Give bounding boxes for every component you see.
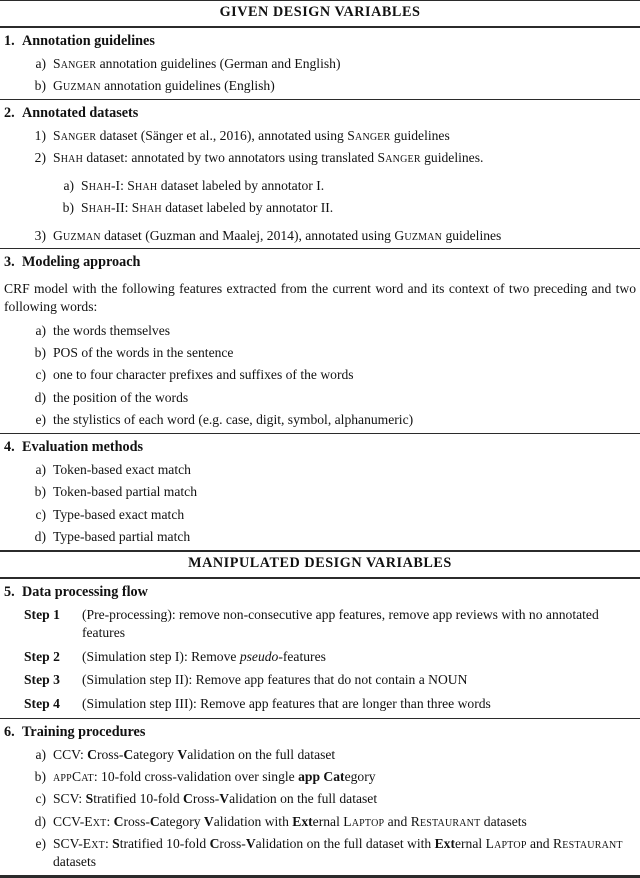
list-item — [0, 319, 640, 341]
section-number: 6. — [4, 723, 15, 740]
text-part: ross- — [96, 746, 124, 762]
process-step — [0, 692, 640, 716]
section-heading-evaluation-methods — [0, 434, 640, 458]
list-item — [0, 833, 640, 873]
list-marker: d) — [34, 813, 46, 829]
bold-initial: C — [123, 746, 134, 762]
bold-initial: V — [219, 791, 230, 807]
abbr-colon: : — [106, 813, 114, 829]
list-item-text — [53, 790, 634, 807]
list-marker: c) — [35, 367, 46, 383]
item-tail: guidelines — [390, 127, 450, 143]
list-item — [0, 364, 640, 386]
text-part: datasets — [53, 853, 97, 869]
list-item-text — [53, 813, 634, 830]
list-item-text: one to four character prefixes and suffixes of the words — [53, 367, 354, 383]
list-marker: b) — [34, 345, 46, 361]
step-text: (Simulation step III): Remove app features that are longer than three words — [82, 696, 491, 712]
bold-initial: V — [177, 746, 188, 762]
list-marker: e) — [35, 836, 46, 852]
section-number: 5. — [4, 583, 15, 600]
list-item — [0, 342, 640, 364]
list-marker: c) — [35, 506, 46, 522]
list-item-text: POS of the words in the sentence — [53, 345, 234, 361]
text-part: alidation on the full dataset with — [255, 836, 435, 852]
name-laptop: Laptop — [343, 813, 385, 829]
list-marker: b) — [34, 78, 46, 94]
name-shah: Shah — [53, 150, 84, 166]
bold-phrase: app Cat — [298, 769, 345, 785]
list-item — [0, 147, 640, 169]
section-number: 2. — [4, 104, 15, 121]
section-number: 1. — [4, 32, 15, 49]
list-item-text: the words themselves — [53, 322, 171, 338]
emphasis-pseudo: pseudo — [239, 648, 279, 664]
list-item-text — [81, 199, 634, 216]
banner-manipulated-design-variables: MANIPULATED DESIGN VARIABLES — [188, 555, 452, 572]
item-mid: dataset (Guzman and Maalej, 2014), annotated using — [100, 227, 395, 243]
list-item-text — [81, 177, 634, 194]
list-item-text: Type-based exact match — [53, 506, 185, 522]
bold-initial: C — [113, 813, 124, 829]
list-item-text — [53, 746, 634, 763]
list-item-text — [53, 77, 634, 94]
bold-initial: V — [203, 813, 214, 829]
bold-initial: S — [112, 836, 120, 852]
list-marker: a) — [35, 322, 46, 338]
text-part: ross- — [192, 791, 220, 807]
list-item — [0, 743, 640, 765]
section-number: 3. — [4, 254, 15, 271]
name-guzman: Guzman — [394, 227, 443, 243]
bold-initial: C — [87, 746, 97, 762]
item-tail: dataset labeled by annotator II. — [161, 200, 334, 216]
list-marker: b) — [34, 769, 46, 785]
text-part: tratified 10-fold — [119, 836, 210, 852]
list-item-text — [53, 768, 634, 785]
section-title: Evaluation methods — [22, 439, 144, 456]
step-label: Step 3 — [24, 672, 60, 688]
section-heading-annotation-guidelines — [0, 28, 640, 52]
abbr-colon: : — [93, 769, 102, 785]
text-part: and — [526, 836, 554, 852]
list-item — [0, 481, 640, 503]
step-text-part1: (Simulation step I): Remove — [82, 648, 240, 664]
text-part: ross- — [123, 813, 150, 829]
process-step — [0, 668, 640, 692]
list-item-text: the position of the words — [53, 389, 189, 405]
process-step — [0, 645, 640, 669]
list-item — [0, 459, 640, 481]
name-laptop: Laptop — [485, 836, 527, 852]
text-part: alidation on the full dataset — [229, 791, 378, 807]
list-item-text: the stylistics of each word (e.g. case, digit, symbol, alphanumeric) — [53, 412, 414, 428]
banner-given-design-variables: GIVEN DESIGN VARIABLES — [219, 4, 421, 20]
list-item — [0, 75, 640, 97]
list-marker: c) — [35, 791, 46, 807]
name-sanger: Sanger — [53, 127, 97, 143]
bold-initial: S — [85, 791, 94, 807]
list-item-rest: annotation guidelines (German and English) — [96, 55, 341, 71]
text-part: ernal — [312, 813, 344, 829]
section-title: Annotated datasets — [22, 104, 139, 121]
list-item — [0, 174, 640, 196]
list-marker: 2) — [34, 150, 46, 166]
bold-phrase: Ext — [434, 836, 455, 852]
list-marker: d) — [34, 529, 46, 545]
name-restaurant: Restaurant — [410, 813, 481, 829]
list-item-text — [53, 149, 634, 166]
text-part: ross- — [219, 836, 246, 852]
step-label: Step 1 — [24, 607, 60, 623]
abbr-ccv-ext-plain: CCV- — [53, 813, 85, 829]
item-tail: guidelines. — [420, 150, 484, 166]
step-text — [82, 648, 634, 666]
name-sanger: Sanger — [53, 55, 97, 71]
name-guzman: Guzman — [53, 78, 101, 94]
list-marker: 3) — [34, 227, 46, 243]
step-label: Step 2 — [24, 648, 60, 664]
abbr-scv-ext-plain: SCV- — [53, 836, 83, 852]
step-text: (Pre-processing): remove non-consecutive app features, remove app reviews with no annotated features — [82, 607, 599, 641]
list-item — [0, 409, 640, 431]
list-item-rest: annotation guidelines (English) — [100, 78, 275, 94]
text-part: and — [384, 813, 411, 829]
step-text: (Simulation step II): Remove app features that do not contain a NOUN — [82, 672, 468, 688]
list-item-text: Type-based partial match — [53, 529, 191, 545]
section-title: Training procedures — [22, 723, 146, 740]
text-part: egory — [344, 769, 376, 785]
bold-initial: V — [245, 836, 256, 852]
step-text-part2: -features — [278, 648, 326, 664]
list-item — [0, 197, 640, 219]
abbr-appcat-lead: app — [53, 769, 72, 785]
item-mid: dataset (Sänger et al., 2016), annotated using — [96, 127, 348, 143]
abbr-ext: Ext — [84, 813, 107, 829]
abbr-appcat — [53, 769, 94, 784]
text-part: ategory — [133, 746, 178, 762]
name-shah: Shah — [81, 177, 112, 193]
text-part: 10-fold cross-validation over single — [101, 769, 299, 785]
abbr-ccv: CCV: — [53, 746, 88, 762]
item-tail: guidelines — [442, 227, 502, 243]
process-step — [0, 603, 640, 644]
section-heading-modeling-approach — [0, 249, 640, 273]
name-shah: Shah — [131, 200, 162, 216]
list-marker: a) — [63, 177, 74, 193]
text-part: ategory — [159, 813, 204, 829]
list-marker: a) — [35, 55, 46, 71]
text-part: tratified 10-fold — [93, 791, 184, 807]
bold-initial: C — [183, 791, 193, 807]
section-title: Annotation guidelines — [22, 32, 155, 49]
list-marker: b) — [34, 484, 46, 500]
section-heading-data-processing-flow — [0, 579, 640, 603]
list-item-text: Token-based partial match — [53, 484, 197, 500]
abbr-appcat-tail: Cat — [71, 769, 94, 785]
list-marker: a) — [35, 462, 46, 478]
list-item-text — [53, 127, 634, 144]
text-part: datasets — [480, 813, 527, 829]
list-item — [0, 788, 640, 810]
list-item — [0, 52, 640, 74]
name-sanger: Sanger — [347, 127, 391, 143]
text-part: alidation on the full dataset — [187, 746, 336, 762]
list-item-text — [53, 227, 634, 244]
list-item — [0, 224, 640, 246]
abbr-colon: : — [104, 836, 113, 852]
section-number: 4. — [4, 439, 15, 456]
modeling-approach-paragraph: CRF model with the following features extracted from the current word and its context of two preceding and two following words: — [4, 280, 636, 314]
name-shah: Shah — [127, 177, 158, 193]
list-marker: e) — [35, 412, 46, 428]
item-label-suffix: -I: — [111, 177, 128, 193]
bold-phrase: Ext — [292, 813, 313, 829]
abbr-scv: SCV: — [53, 791, 86, 807]
name-sanger: Sanger — [377, 150, 421, 166]
item-label-suffix: -II: — [111, 200, 132, 216]
list-item-text — [53, 55, 634, 72]
list-item — [0, 810, 640, 832]
name-guzman: Guzman — [53, 227, 101, 243]
step-label: Step 4 — [24, 696, 60, 712]
text-part: alidation with — [213, 813, 293, 829]
list-item — [0, 503, 640, 525]
bottom-rule — [0, 875, 640, 878]
list-marker: d) — [34, 389, 46, 405]
item-tail: dataset labeled by annotator I. — [157, 177, 325, 193]
text-part: ernal — [455, 836, 486, 852]
item-mid: dataset: annotated by two annotators using translated — [83, 150, 378, 166]
list-marker: a) — [35, 746, 46, 762]
list-marker: b) — [62, 200, 74, 216]
list-item-text: Token-based exact match — [53, 462, 191, 478]
abbr-ext: Ext — [82, 836, 105, 852]
section-heading-annotated-datasets — [0, 100, 640, 124]
list-item — [0, 766, 640, 788]
bold-initial: C — [209, 836, 220, 852]
list-item — [0, 386, 640, 408]
section-title: Modeling approach — [22, 254, 141, 271]
list-marker: 1) — [34, 127, 46, 143]
section-heading-training-procedures — [0, 719, 640, 743]
list-item-text — [53, 835, 634, 870]
name-shah: Shah — [81, 200, 112, 216]
list-item — [0, 124, 640, 146]
section-title: Data processing flow — [22, 583, 148, 600]
name-restaurant: Restaurant — [553, 836, 623, 852]
bold-initial: C — [149, 813, 160, 829]
list-item — [0, 526, 640, 548]
